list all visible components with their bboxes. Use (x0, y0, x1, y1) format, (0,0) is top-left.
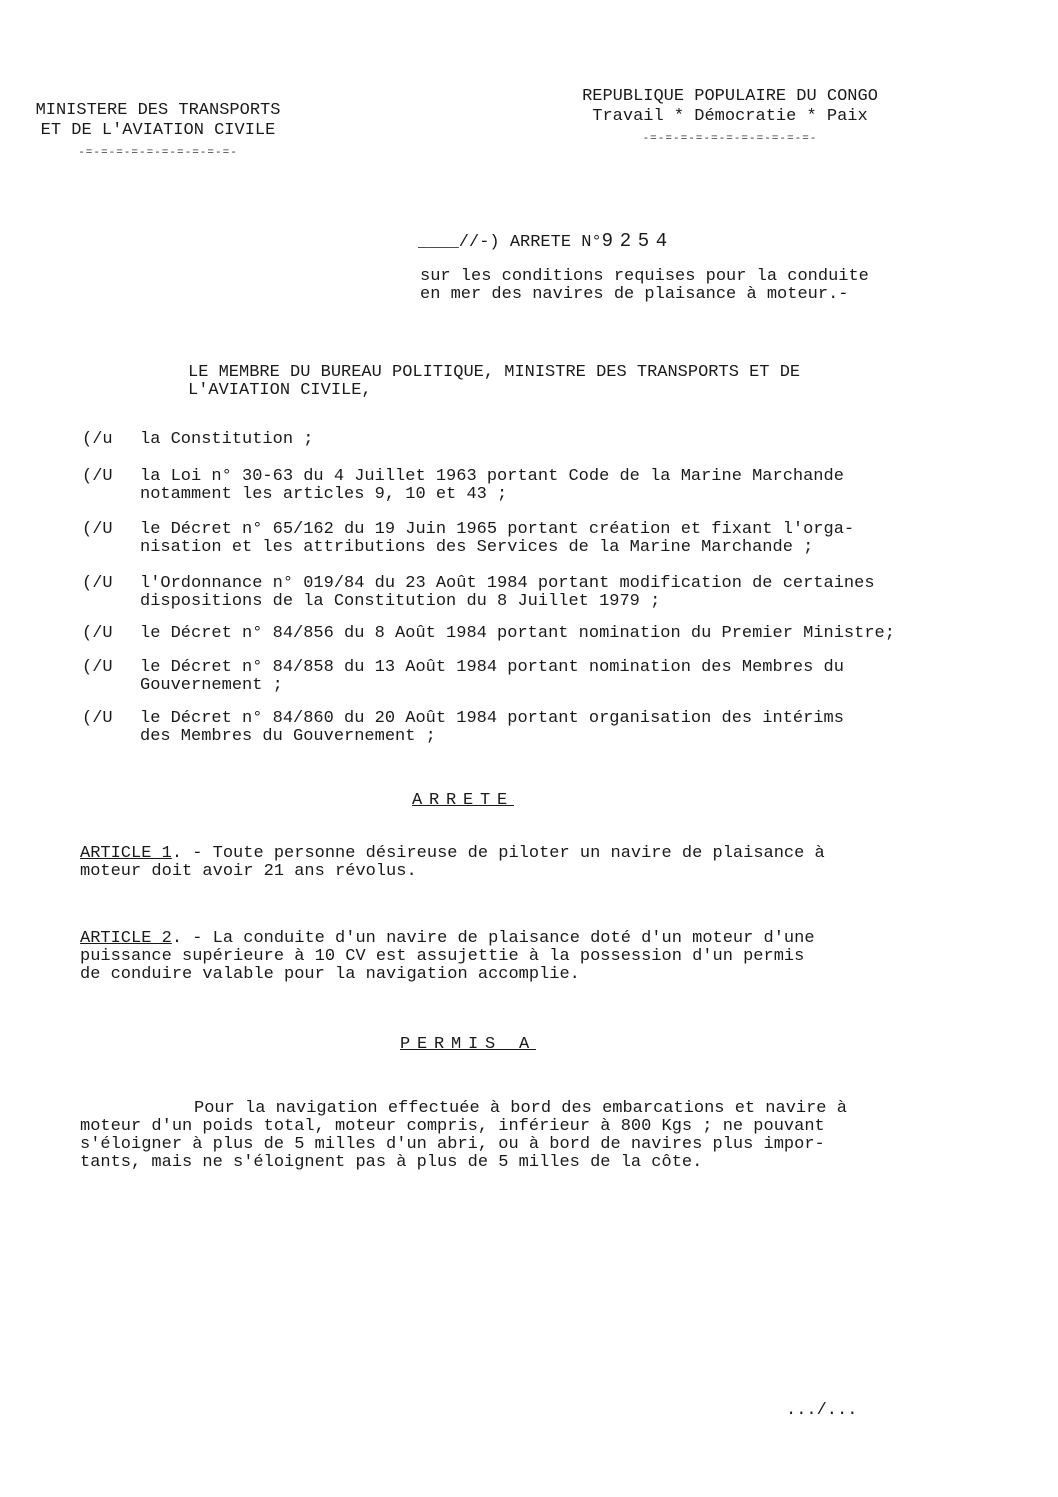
ministry-rule: -=-=-=-=-=-=-=-=-=-=- (78, 146, 238, 159)
ministry-header (8, 102, 308, 159)
arrete-label: ARRETE N° (509, 233, 602, 252)
visa-mark: (/u (82, 430, 113, 449)
visa-line: la Loi n° 30-63 du 4 Juillet 1963 portant Code de la Marine Marchande (140, 467, 844, 486)
arrete-subject (420, 268, 869, 304)
permis-line: tants, mais ne s'éloignent pas à plus de 5 milles de la côte. (80, 1152, 703, 1172)
arrete-heading: ARRETE (412, 791, 515, 810)
article-2-text-cont: de conduire valable pour la navigation accomplie. (80, 964, 580, 984)
subject-line2: en mer des navires de plaisance à moteur.- (420, 284, 849, 304)
minister-title (188, 364, 800, 400)
visa-mark: (/U (82, 574, 113, 593)
minister-line2: L'AVIATION CIVILE, (188, 380, 372, 400)
continuation-marker: .../... (786, 1401, 858, 1420)
arrete-title (418, 232, 674, 252)
visa-mark: (/U (82, 624, 113, 643)
visa-mark: (/U (82, 520, 113, 539)
article-2-text-cont: puissance supérieure à 10 CV est assujettie à la possession d'un permis (80, 946, 805, 966)
permis-line: s'éloigner à plus de 5 milles d'un abri, ou à bord de navires plus impor- (80, 1134, 825, 1154)
visa-line: notamment les articles 9, 10 et 43 ; (140, 484, 508, 504)
visa-line: nisation et les attributions des Services de la Marine Marchande ; (140, 537, 814, 557)
visa-line: le Décret n° 84/858 du 13 Août 1984 portant nomination des Membres du (140, 658, 844, 677)
visa-line: le Décret n° 84/860 du 20 Août 1984 portant organisation des intérims (140, 709, 844, 728)
permis-text (80, 1100, 950, 1171)
permis-line: Pour la navigation effectuée à bord des embarcations et navire à (194, 1099, 847, 1118)
article-2-label: ARTICLE 2 (80, 929, 172, 948)
republic-motto: Travail * Démocratie * Paix (592, 106, 868, 126)
republic-name: REPUBLIQUE POPULAIRE DU CONGO (582, 87, 878, 106)
article-1-label: ARTICLE 1 (80, 844, 172, 863)
article-1 (80, 845, 950, 881)
visa-line: des Membres du Gouvernement ; (140, 726, 436, 746)
republic-header (540, 88, 920, 145)
minister-line1: LE MEMBRE DU BUREAU POLITIQUE, MINISTRE DES TRANSPORTS ET DE (188, 363, 801, 382)
visa-line: Gouvernement ; (140, 675, 283, 695)
permis-line: moteur d'un poids total, moteur compris, inférieur à 800 Kgs ; ne pouvant (80, 1116, 825, 1136)
subject-line1: sur les conditions requises pour la conduite (420, 267, 869, 286)
visa-line: le Décret n° 84/856 du 8 Août 1984 portant nomination du Premier Ministre; (140, 624, 895, 643)
visa-line: la Constitution ; (140, 430, 314, 449)
article-1-text-cont: moteur doit avoir 21 ans révolus. (80, 861, 417, 881)
arrete-number: 9254 (601, 230, 674, 252)
visa-mark: (/U (82, 467, 113, 486)
arrete-prefix: ____//-) (418, 233, 510, 252)
article-2 (80, 930, 950, 984)
visa-line: l'Ordonnance n° 019/84 du 23 Août 1984 portant modification de certaines (140, 574, 875, 593)
ministry-name-line1: MINISTERE DES TRANSPORTS (35, 101, 281, 120)
ministry-name-line2: ET DE L'AVIATION CIVILE (40, 120, 276, 140)
visa-line: dispositions de la Constitution du 8 Juillet 1979 ; (140, 591, 661, 611)
article-1-text: . - Toute personne désireuse de piloter un navire de plaisance à (171, 844, 825, 863)
republic-rule: -=-=-=-=-=-=-=-=-=-=-=- (642, 132, 818, 145)
visa-line: le Décret n° 65/162 du 19 Juin 1965 portant création et fixant l'orga- (140, 520, 855, 539)
visa-mark: (/U (82, 658, 113, 677)
article-2-text: . - La conduite d'un navire de plaisance doté d'un moteur d'une (171, 929, 815, 948)
visa-mark: (/U (82, 709, 113, 728)
permis-heading: PERMIS A (400, 1035, 537, 1054)
